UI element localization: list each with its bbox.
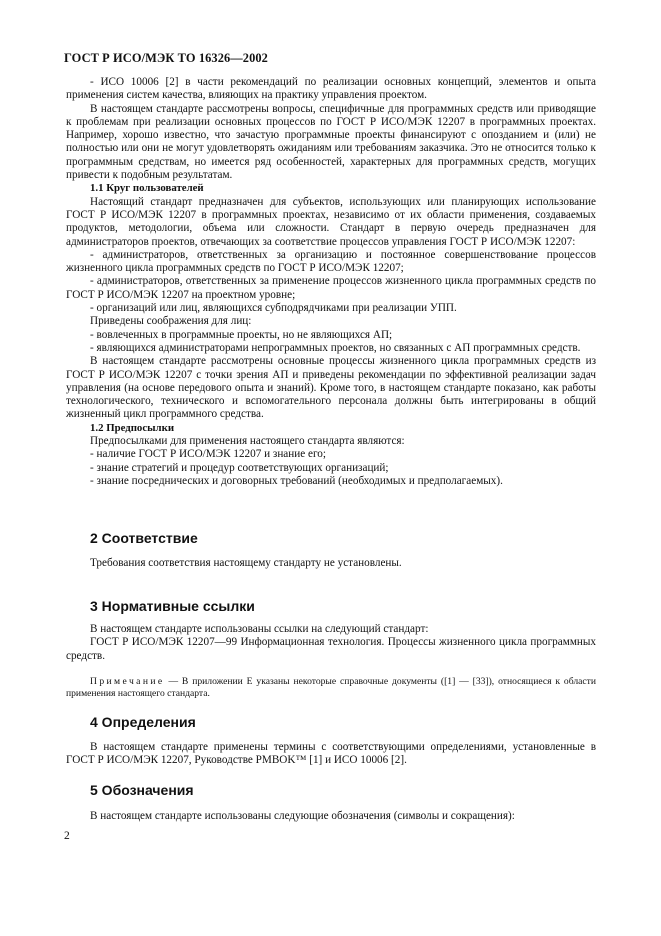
paragraph-processes: В настоящем стандарте рассмотрены основные процессы жизненного цикла программных средств из ГОСТ Р ИСО/МЭК 12207 с точки зрения АП и приведены рекомендации по эффективной реализации задач управления (на основе передового опыта и знаний). Кроме того, в настоящем стандарте показано, как работы технологического, технического и вспомогательного персонала должны быть интегрированы в общий жизненный цикл программного средства. <box>66 355 596 421</box>
subsection-heading-1-1: 1.1 Круг пользователей <box>90 182 204 195</box>
normative-refs-body <box>66 623 596 663</box>
bullet-iso-10006: - ИСО 10006 [2] в части рекомендаций по реализации основных концепций, элементов и опыта применения систем качества, влияющих на практику управления проектом. <box>66 76 596 102</box>
paragraph-users: Настоящий стандарт предназначен для субъектов, использующих или планирующих использование ГОСТ Р ИСО/МЭК 12207 в программных проектах, независимо от их области применения, создаваемых продуктов, методологии, объема или сложности. Стандарт в первую очередь предназначен для администраторов проектов, отвечающих за соответствие процессов управления ГОСТ Р ИСО/МЭК 12207: <box>66 195 596 248</box>
subsection-heading-1-2: 1.2 Предпосылки <box>90 421 175 434</box>
note <box>66 676 596 700</box>
list-item: - организаций или лиц, являющихся субподрядчиками при реализации УПП. <box>90 302 457 315</box>
paragraph-conformance: Требования соответствия настоящему стандарту не установлены. <box>90 557 402 569</box>
definitions-body <box>66 741 596 768</box>
running-header: ГОСТ Р ИСО/МЭК ТО 16326—2002 <box>64 51 268 65</box>
list-item: - администраторов, ответственных за организацию и постоянное совершенствование процессов жизненного цикла программных средств по ГОСТ Р ИСО/МЭК 12207; <box>66 248 596 275</box>
paragraph-definitions: В настоящем стандарте применены термины с соответствующими определениями, установленные в ГОСТ Р ИСО/МЭК 12207, Руководстве PMBOK™ [1] и ИСО 10006 [2]. <box>66 741 596 767</box>
list-item: - наличие ГОСТ Р ИСО/МЭК 12207 и знание его; <box>90 448 326 461</box>
section-heading-4: 4 Определения <box>90 714 196 730</box>
section-heading-3: 3 Нормативные ссылки <box>90 598 255 614</box>
paragraph-considerations: Приведены соображения для лиц: <box>90 315 252 328</box>
section-heading-5: 5 Обозначения <box>90 782 194 798</box>
paragraph-ref-gost: ГОСТ Р ИСО/МЭК 12207—99 Информационная технология. Процессы жизненного цикла программных средств. <box>66 636 596 662</box>
note-label: Примечание <box>90 676 165 687</box>
section-heading-2: 2 Соответствие <box>90 530 198 546</box>
list-item: - знание посреднических и договорных требований (необходимых и предполагаемых). <box>90 474 503 487</box>
list-item: - являющихся администраторами непрограммных проектов, но связанных с АП программных средств. <box>90 341 581 354</box>
paragraph-scope: В настоящем стандарте рассмотрены вопросы, специфичные для программных средств или приводящие к проблемам при реализации основных процессов по ГОСТ Р ИСО/МЭК 12207 в программных проектах. Например, хорошо известно, что зачастую программные проекты финансируют с опозданием и (или) не полностью или они не могут удовлетворять ожиданиям или требованиям заказчика. Это не относится только к программным средствам, но имеется ряд особенностей, характерных для программных средств, могущих привести к подобным результатам. <box>66 102 596 182</box>
page-number: 2 <box>64 830 70 842</box>
note-text: — В приложении Е указаны некоторые справочные документы ([1] — [33]), относящиеся к области применения настоящего стандарта. <box>66 676 596 699</box>
section-1-body <box>66 76 596 488</box>
list-item: - знание стратегий и процедур соответствующих организаций; <box>90 461 389 474</box>
paragraph-notation: В настоящем стандарте использованы следующие обозначения (символы и сокращения): <box>90 810 515 822</box>
list-item: - вовлеченных в программные проекты, но не являющихся АП; <box>90 328 393 341</box>
notation-body <box>66 810 596 823</box>
list-item: - администраторов, ответственных за применение процессов жизненного цикла программных средств по ГОСТ Р ИСО/МЭК 12207 на проектном уровне; <box>66 275 596 301</box>
paragraph-refs-intro: В настоящем стандарте использованы ссылки на следующий стандарт: <box>90 623 429 635</box>
paragraph-prerequisites: Предпосылками для применения настоящего стандарта являются: <box>90 435 405 448</box>
